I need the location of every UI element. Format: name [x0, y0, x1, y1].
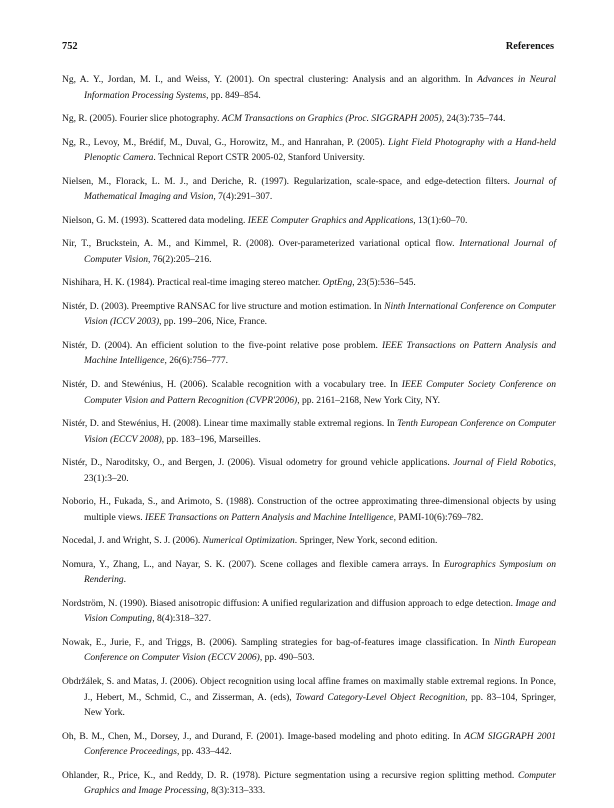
- reference-text: Nistér, D. (2003). Preemptive RANSAC for live structure and motion estimation. In: [62, 301, 385, 312]
- reference-entry: [62, 237, 556, 268]
- reference-text: Oh, B. M., Chen, M., Dorsey, J., and Durand, F. (2001). Image-based modeling and photo editing. In: [62, 731, 465, 742]
- reference-venue: Ninth European Conference on Computer Vision (ECCV 2006): [84, 637, 557, 664]
- reference-entry: [62, 175, 556, 206]
- reference-venue: Journal of Mathematical Imaging and Vision: [84, 176, 556, 203]
- reference-text: , PAMI-10(6):769–782.: [393, 512, 484, 523]
- reference-text: Ng, R. (2005). Fourier slice photography.: [62, 114, 222, 125]
- reference-entry: [62, 769, 556, 800]
- reference-text: , pp. 199–206, Nice, France.: [159, 317, 268, 328]
- reference-text: Ng, R., Levoy, M., Brédif, M., Duval, G., Horowitz, M., and Hanrahan, P. (2005).: [62, 137, 389, 148]
- reference-text: , 23(5):536–545.: [352, 278, 416, 289]
- reference-entry: [62, 417, 556, 448]
- reference-venue: Image and Vision Computing: [84, 598, 556, 625]
- reference-venue: Computer Graphics and Image Processing: [84, 770, 556, 797]
- reference-text: , 8(4):318–327.: [152, 614, 212, 625]
- reference-text: Nistér, D. and Stewénius, H. (2008). Linear time maximally stable extremal regions. In: [62, 419, 398, 429]
- reference-text: Nir, T., Bruckstein, A. M., and Kimmel, R. (2008). Over-parameterized variational optical flow.: [62, 239, 460, 250]
- reference-entry: [62, 534, 556, 550]
- reference-venue: Numerical Optimization: [202, 536, 295, 547]
- reference-venue: Light Field Photography with a Hand-held Plenoptic Camera: [84, 137, 556, 164]
- page-number: 752: [62, 41, 78, 52]
- reference-text: Nielson, G. M. (1993). Scattered data modeling.: [62, 215, 248, 226]
- reference-text: Ohlander, R., Price, K., and Reddy, D. R. (1978). Picture segmentation using a recursive region splitting method.: [62, 770, 518, 781]
- section-title: References: [505, 41, 554, 52]
- reference-text: , pp. 2161–2168, New York City, NY.: [297, 395, 440, 406]
- reference-venue: IEEE Transactions on Pattern Analysis and Machine Intelligence: [84, 340, 556, 367]
- reference-entry: [62, 378, 556, 409]
- reference-entry: [62, 112, 556, 128]
- reference-entry: [62, 339, 556, 370]
- reference-entry: [62, 73, 556, 104]
- reference-entry: [62, 136, 556, 167]
- reference-text: , 7(4):291–307.: [213, 192, 273, 203]
- reference-venue: IEEE Transactions on Pattern Analysis and Machine Intelligence: [144, 512, 394, 523]
- reference-entry: [62, 730, 556, 761]
- reference-text: Ng, A. Y., Jordan, M. I., and Weiss, Y. (2001). On spectral clustering: Analysis and an algorithm. In: [62, 75, 478, 85]
- running-header: [62, 41, 554, 55]
- reference-text: Nistér, D. (2004). An efficient solution to the five-point relative pose problem.: [62, 340, 382, 351]
- reference-venue: Advances in Neural Information Processing Systems: [84, 75, 556, 101]
- reference-text: Nistér, D. and Stewénius, H. (2006). Scalable recognition with a vocabulary tree. In: [62, 379, 402, 390]
- reference-list: [62, 73, 556, 808]
- reference-venue: OptEng: [322, 278, 353, 289]
- reference-text: , pp. 183–196, Marseilles.: [161, 434, 261, 445]
- reference-text: , pp. 490–503.: [259, 653, 315, 664]
- reference-entry: [62, 214, 556, 230]
- reference-venue: ACM Transactions on Graphics (Proc. SIGGRAPH 2005): [221, 114, 442, 125]
- reference-entry: [62, 456, 556, 487]
- reference-text: , 23(1):3–20.: [84, 458, 556, 484]
- reference-text: , 24(3):735–744.: [441, 114, 506, 125]
- reference-venue: Journal of Field Robotics: [453, 458, 554, 469]
- reference-venue: Eurographics Symposium on Rendering: [84, 559, 556, 586]
- reference-text: , 26(6):756–777.: [164, 356, 229, 367]
- reference-text: Noborio, H., Fukada, S., and Arimoto, S. (1988). Construction of the octree approximating three-dimensional objects by using multiple views.: [62, 497, 556, 523]
- reference-text: , 76(2):205–216.: [147, 254, 212, 265]
- reference-text: Nistér, D., Naroditsky, O., and Bergen, J. (2006). Visual odometry for ground vehicle applications.: [62, 458, 454, 469]
- reference-text: , pp. 83–104, Springer, New York.: [84, 692, 556, 719]
- reference-text: .: [123, 575, 126, 586]
- reference-venue: International Journal of Computer Vision: [84, 239, 557, 265]
- reference-entry: [62, 597, 556, 628]
- reference-entry: [62, 276, 556, 292]
- reference-entry: [62, 495, 556, 526]
- reference-venue: IEEE Computer Graphics and Applications: [247, 215, 414, 226]
- reference-text: . Technical Report CSTR 2005-02, Stanford University.: [153, 153, 365, 164]
- reference-entry: [62, 636, 556, 667]
- reference-text: Nomura, Y., Zhang, L., and Nayar, S. K. (2007). Scene collages and flexible camera arrays. In: [62, 559, 444, 570]
- reference-entry: [62, 558, 556, 589]
- reference-text: , pp. 849–854.: [206, 90, 261, 101]
- reference-venue: Tenth European Conference on Computer Vision (ECCV 2008): [84, 419, 556, 445]
- reference-entry: [62, 675, 556, 722]
- reference-text: . Springer, New York, second edition.: [294, 536, 438, 547]
- reference-text: Nordström, N. (1990). Biased anisotropic diffusion: A unified regularization and diffusion approach to edge detection.: [62, 598, 516, 609]
- reference-text: Obdržálek, S. and Matas, J. (2006). Object recognition using local affine frames on maximally stable extremal regions. In Ponce, J., Hebert, M., Schmid, C., and Zisserman, A. (eds),: [62, 676, 556, 703]
- reference-text: , pp. 433–442.: [176, 747, 232, 758]
- reference-text: Nocedal, J. and Wright, S. J. (2006).: [62, 536, 203, 547]
- reference-text: Nowak, E., Jurie, F., and Triggs, B. (2006). Sampling strategies for bag-of-features image classification. In: [62, 637, 494, 648]
- reference-venue: Ninth International Conference on Computer Vision (ICCV 2003): [84, 301, 556, 328]
- reference-venue: ACM SIGGRAPH 2001 Conference Proceedings: [84, 731, 556, 758]
- reference-venue: IEEE Computer Society Conference on Computer Vision and Pattern Recognition (CVPR'2006): [84, 379, 556, 406]
- reference-text: , 8(3):313–333.: [206, 786, 266, 797]
- reference-entry: [62, 300, 556, 331]
- reference-text: Nielsen, M., Florack, L. M. J., and Deriche, R. (1997). Regularization, scale-space, and edge-detection filters.: [62, 176, 515, 187]
- reference-text: Nishihara, H. K. (1984). Practical real-time imaging stereo matcher.: [62, 278, 323, 289]
- reference-venue: Toward Category-Level Object Recognition: [295, 692, 466, 703]
- reference-text: , 13(1):60–70.: [413, 215, 468, 226]
